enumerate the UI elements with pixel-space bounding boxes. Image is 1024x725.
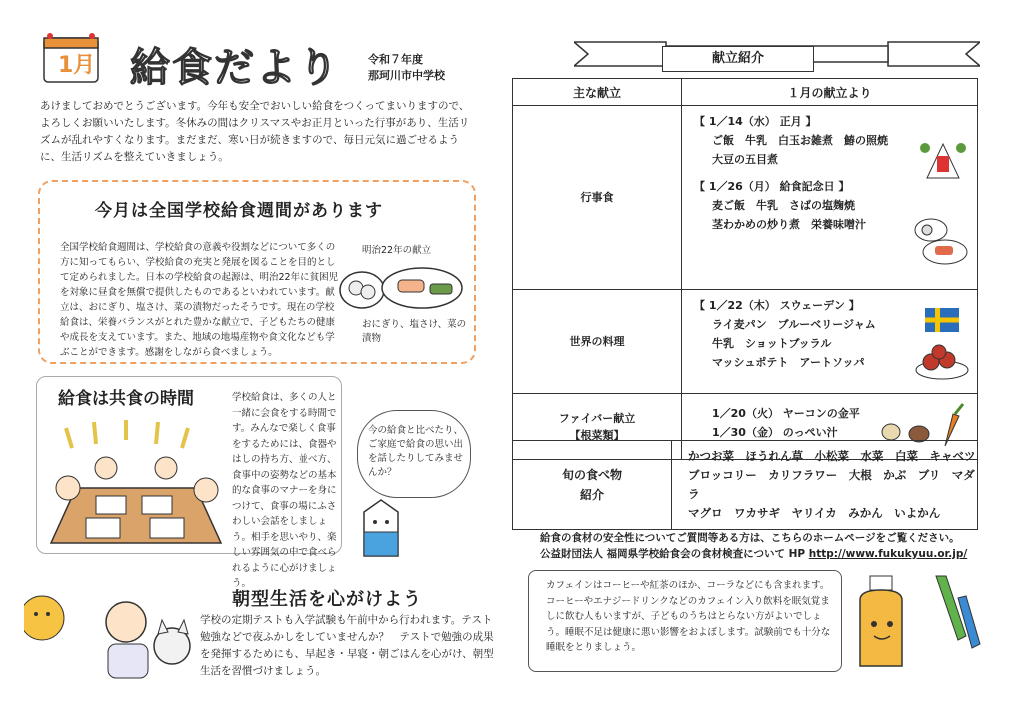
speech-bubble-text: 今の給食と比べたり、ご家庭で給食の思い出を話したりしてみませんか？ <box>368 425 464 478</box>
table-row <box>513 441 978 530</box>
morning-text: 学校の定期テストも入学試験も午前中から行われます。テスト勉強などで夜ふかしをしていませんか？ テストで勉強の成果を発揮するためにも、早起き・早寝・朝ごはんを心がけ、朝型生活を習慣づけましょう。 <box>200 614 494 677</box>
menu-line: 麦ご飯 牛乳 さばの塩麹焼 <box>712 199 855 212</box>
students-eating-illustration <box>46 418 226 552</box>
menu-line: 茎わかめの炒り煮 栄養味噌汁 <box>712 218 866 231</box>
meiji-menu-label: 明治22年の献立 <box>362 245 432 256</box>
seasonal-line: かつお菜 ほうれん草 小松菜 水菜 白菜 キャベツ <box>688 449 976 463</box>
milk-carton-mascot <box>358 496 404 564</box>
seasonal-line: ブロッコリー カリフラワー 大根 かぶ ブリ マダラ <box>688 468 975 501</box>
school-name <box>368 52 445 84</box>
meatballs-icon <box>915 340 969 380</box>
new-year-decoration-icon <box>917 134 969 182</box>
seasonal-category <box>513 441 672 530</box>
meiji-lunch-illustration <box>338 262 468 316</box>
caffeine-text: カフェインはコーヒーや紅茶のほか、コーラなどにも含まれます。コーヒーやエナジードリンクなどのカフェイン入り飲料を眠気覚ましに飲む人もいますが、子どものうちはとらない方がよいでしょう。睡眠不足は健康に悪い影響をおよぼします。試験前でも十分な睡眠をとりましょう。 <box>546 580 831 653</box>
lunch-week-title: 今月は全国学校給食週間があります <box>95 201 383 221</box>
menu-dishes <box>682 106 978 290</box>
menu-line: ライ麦パン ブルーベリージャム <box>712 318 876 331</box>
meiji-menu-caption: おにぎり、塩さけ、菜の漬物 <box>362 319 467 344</box>
safety-notice <box>540 530 980 562</box>
menu-line: 1／30（金） のっぺい汁 <box>712 426 838 439</box>
menu-header-row <box>513 79 978 106</box>
anniversary-meal-icon <box>911 214 969 266</box>
pencils-icon <box>928 572 984 656</box>
intro-text: あけましておめでとうございます。今年も安全でおいしい給食をつくってまいりますので、よろしくお願いいたします。冬休みの間はクリスマスやお正月といった行事があり、生活リズムが乱れやすくなります。まだまだ、寒い日が続きますので、毎日元気に過ごせるように、生活リズムを整えていきましょう。 <box>40 100 470 163</box>
sun-illustration <box>24 588 74 652</box>
menu-category: 行事食 <box>513 106 682 290</box>
student-and-dog-illustration <box>98 590 198 684</box>
menu-category-sub: 【根菜類】 <box>569 428 625 442</box>
seasonal-line: マグロ ワカサギ ヤリイカ みかん いよかん <box>688 506 941 520</box>
safety-line: 給食の食材の安全性についてご質問等ある方は、こちらのホームページをご覧ください。 <box>540 532 960 544</box>
school-label: 那珂川市中学校 <box>368 69 445 82</box>
menu-line: ご飯 牛乳 白玉お雑煮 鰆の照焼 <box>712 134 888 147</box>
menu-dishes <box>682 290 978 394</box>
menu-col-january: １月の献立より <box>682 79 978 106</box>
menu-banner-title: 献立紹介 <box>662 46 814 72</box>
safety-org: 公益財団法人 福岡県学校給食会の食材検査について HP <box>540 548 806 560</box>
school-year: 令和７年度 <box>368 53 423 66</box>
menu-heading: 【 1／14（水） 正月 】 <box>694 115 817 128</box>
menu-heading: 【 1／26（月） 給食記念日 】 <box>694 180 850 193</box>
month-badge: 1月 <box>58 53 96 78</box>
seasonal-food-table <box>512 440 978 530</box>
menu-category-name: ファイバー献立 <box>558 411 636 425</box>
morning-title: 朝型生活を心がけよう <box>232 589 422 610</box>
kyoshoku-title: 給食は共食の時間 <box>58 389 194 409</box>
seasonal-list <box>672 441 978 530</box>
table-row <box>513 106 978 290</box>
menu-heading: 【 1／22（木） スウェーデン 】 <box>694 299 860 312</box>
kyoshoku-text: 学校給食は、多くの人と一緒に会食をする時間です。みんなで楽しく食事をするためには、食器やはしの持ち方、並べ方、食事中の姿勢などの基本的な食事のマナーを身につけて、食事の場にふさわしい会話をしましょう。相手を思いやり、楽しい雰囲気の中で食べられるように心がけましょう。 <box>232 392 337 589</box>
seasonal-category-name: 旬の食べ物 <box>561 468 622 482</box>
energy-drink-mascot <box>846 572 916 676</box>
page-title: 給食だより <box>130 45 340 91</box>
menu-line: 大豆の五目煮 <box>712 153 778 166</box>
menu-line: 牛乳 ショットブッラル <box>712 337 832 350</box>
safety-line-2 <box>540 546 980 562</box>
menu-line: マッシュポテト アートソッパ <box>712 356 865 369</box>
menu-line: 1／20（火） ヤーコンの金平 <box>712 407 860 420</box>
lunch-week-text: 全国学校給食週間は、学校給食の意義や役割などについて多くの方に知ってもらい、学校給食の充実と発展を図ることを目的として定められました。日本の学校給食の起源は、明治22年に貧困児を対象に昼食を無償で提供したものであるといわれています。献立は、おにぎり、塩さけ、菜の漬物だったそうです。現在の学校給食は、栄養バランスがとれた豊かな献立で、子どもたちの健康や成長を支えています。また、地域の地場産物や食文化なども学ぶことができます。感謝をしながら食べましょう。 <box>60 242 339 358</box>
homepage-link[interactable]: http://www.fukukyuu.or.jp/ <box>808 548 968 560</box>
menu-col-main: 主な献立 <box>513 79 682 106</box>
sweden-flag-icon <box>925 308 959 332</box>
seasonal-category-sub: 紹介 <box>579 488 604 502</box>
table-row <box>513 290 978 394</box>
menu-category: 世界の料理 <box>513 290 682 394</box>
menu-table <box>512 78 978 460</box>
